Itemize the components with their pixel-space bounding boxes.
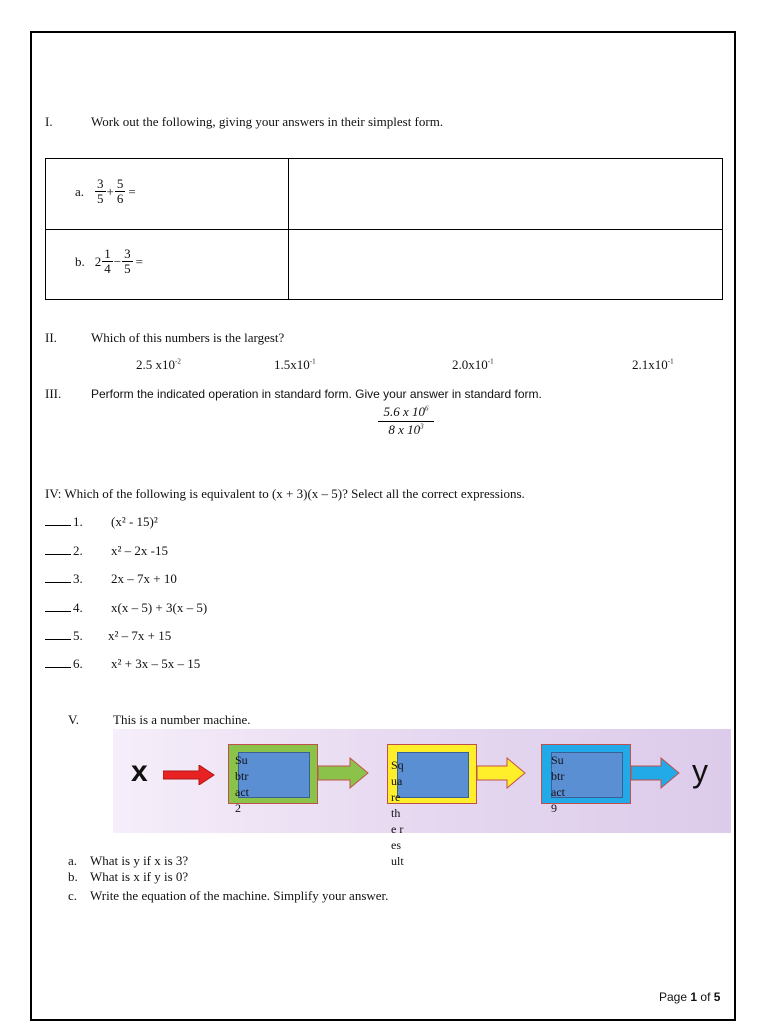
q1a-frac1: $\frac{3}{5}$ xyxy=(97,176,104,206)
q4-text: IV: Which of the following is equivalent to (x + 3)(x – 5)? Select all the correct expressions. xyxy=(45,486,525,501)
q1-text: Work out the following, giving your answers in their simplest form. xyxy=(91,114,444,129)
number-machine xyxy=(113,729,731,833)
q2-option-1: 2.5 $x10^{-2}$ xyxy=(136,357,181,372)
q1-table xyxy=(45,158,723,300)
q1b-whole: 2 xyxy=(94,253,102,269)
answer-blank[interactable] xyxy=(45,554,71,555)
table-row-a xyxy=(46,159,722,230)
box3-arrow-icon xyxy=(631,757,681,789)
q4-choice-5[interactable]: 5. x² – 7x + 15 xyxy=(45,628,83,644)
q5-numeral: V. xyxy=(68,712,79,727)
q5-sub-b: b. What is x if y is 0? xyxy=(68,869,189,884)
q1a-label: a. xyxy=(75,183,85,199)
q1a-frac2: $\frac{5}{6}$ xyxy=(116,176,124,206)
box1-arrow-icon xyxy=(318,757,370,789)
box1-label: Subtract 2 xyxy=(235,753,249,815)
input-arrow-icon xyxy=(163,765,215,785)
q5-text: This is a number machine. xyxy=(113,712,251,727)
box2-arrow-icon xyxy=(477,757,527,789)
q2-text: Which of this numbers is the largest? xyxy=(91,330,285,345)
q5-sub-c: c. Write the equation of the machine. Simplify your answer. xyxy=(68,888,389,903)
q1a-answer-cell[interactable] xyxy=(289,159,723,229)
q1a-expression xyxy=(75,177,136,206)
box3-label: Subtract 9 xyxy=(551,753,565,815)
q3-numeral: III. xyxy=(45,386,62,401)
q1b-eq: = xyxy=(135,253,143,269)
q3-denominator: 8 x $10^3$ xyxy=(388,422,424,437)
answer-blank[interactable] xyxy=(45,525,71,526)
q1a-eq: = xyxy=(128,183,136,199)
q1a-op: + xyxy=(106,183,114,199)
answer-blank[interactable] xyxy=(45,639,71,640)
answer-blank[interactable] xyxy=(45,611,71,612)
q1b-label: b. xyxy=(75,253,85,269)
q4-choice-1[interactable]: 1. (x² - 15)² xyxy=(45,514,83,530)
q3-text: Perform the indicated operation in standard form. Give your answer in standard form. xyxy=(91,387,542,401)
table-row-b xyxy=(46,229,722,299)
q2-option-3: $2.0x10^{-1}$ xyxy=(452,357,494,372)
q1b-expression xyxy=(75,247,143,276)
q1b-op: − xyxy=(113,253,122,269)
q4-choice-4[interactable]: 4. x(x – 5) + 3(x – 5) xyxy=(45,600,83,616)
page-number: Page 1 of 5 xyxy=(659,990,721,1004)
q2-option-2: $1.5x10^{-1}$ xyxy=(274,357,316,372)
answer-blank[interactable] xyxy=(45,582,71,583)
machine-output-y: y xyxy=(692,753,708,789)
q4-choice-3[interactable]: 3. 2x – 7x + 10 xyxy=(45,571,83,587)
q1-numeral: I. xyxy=(45,114,53,129)
answer-blank[interactable] xyxy=(45,667,71,668)
q5-sub-a: a. What is y if x is 3? xyxy=(68,853,189,868)
q1b-frac2: $\frac{3}{5}$ xyxy=(124,246,131,276)
q4-choice-6[interactable]: 6. x² + 3x – 5x – 15 xyxy=(45,656,83,672)
q2-numeral: II. xyxy=(45,330,57,345)
machine-box-2-screen xyxy=(397,752,469,798)
q1b-frac1: $\frac{1}{4}$ xyxy=(104,246,111,276)
q3-fraction xyxy=(378,404,434,438)
box2-label: Square the result xyxy=(391,758,404,868)
q1b-answer-cell[interactable] xyxy=(289,229,723,299)
q4-choice-2[interactable]: 2. x² – 2x -15 xyxy=(45,543,83,559)
q2-option-4: $2.1x10^{-1}$ xyxy=(632,357,674,372)
machine-input-x: x xyxy=(131,755,148,788)
q3-numerator: 5.6 x $10^6$ xyxy=(378,404,434,422)
